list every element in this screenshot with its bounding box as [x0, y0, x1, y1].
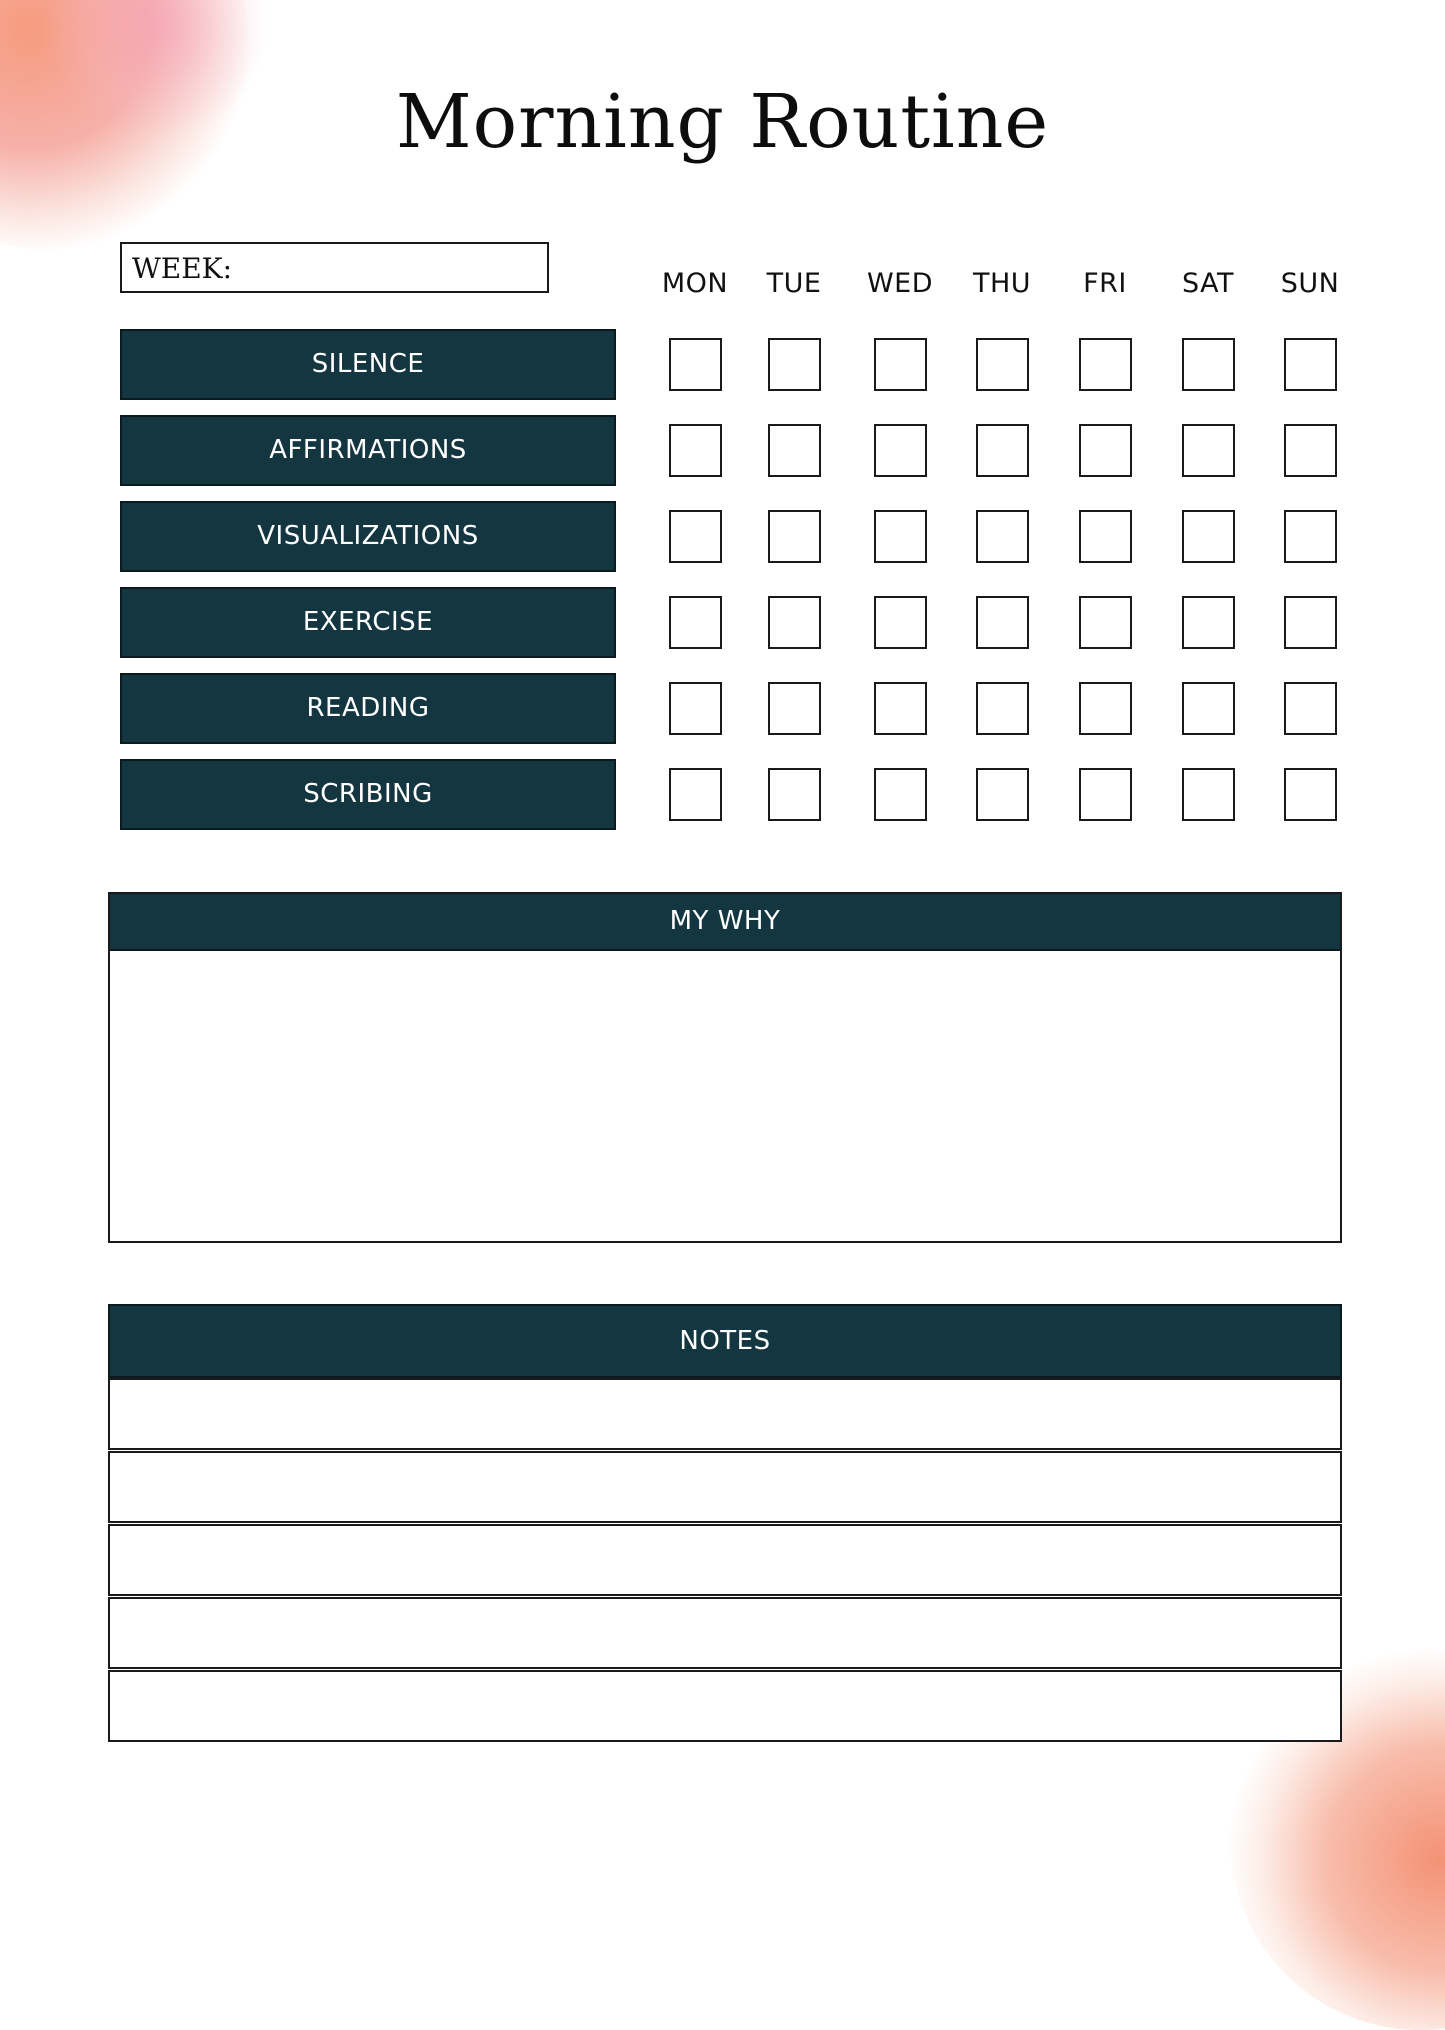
checkbox-reading-tue[interactable]	[768, 682, 821, 735]
task-label-exercise: EXERCISE	[120, 587, 616, 658]
day-header-tue: TUE	[766, 268, 822, 299]
checkbox-silence-fri[interactable]	[1079, 338, 1132, 391]
day-header-mon: MON	[661, 268, 729, 299]
task-label-visualizations: VISUALIZATIONS	[120, 501, 616, 572]
my-why-writing-area[interactable]	[110, 951, 1340, 1241]
day-header-wed: WED	[866, 268, 934, 299]
checkbox-affirmations-wed[interactable]	[874, 424, 927, 477]
checkbox-visualizations-mon[interactable]	[669, 510, 722, 563]
task-label-silence: SILENCE	[120, 329, 616, 400]
checkbox-scribing-wed[interactable]	[874, 768, 927, 821]
checkbox-affirmations-sat[interactable]	[1182, 424, 1235, 477]
checkbox-scribing-sat[interactable]	[1182, 768, 1235, 821]
checkbox-scribing-sun[interactable]	[1284, 768, 1337, 821]
task-label-affirmations: AFFIRMATIONS	[120, 415, 616, 486]
day-header-sun: SUN	[1280, 268, 1340, 299]
checkbox-scribing-mon[interactable]	[669, 768, 722, 821]
checkbox-silence-mon[interactable]	[669, 338, 722, 391]
checkbox-affirmations-sun[interactable]	[1284, 424, 1337, 477]
checkbox-exercise-mon[interactable]	[669, 596, 722, 649]
day-header-sat: SAT	[1181, 268, 1234, 299]
day-header-fri: FRI	[1083, 268, 1127, 299]
checkbox-visualizations-tue[interactable]	[768, 510, 821, 563]
checkbox-exercise-fri[interactable]	[1079, 596, 1132, 649]
week-field[interactable]	[120, 242, 549, 293]
notes-heading: NOTES	[108, 1304, 1342, 1378]
checkbox-visualizations-sat[interactable]	[1182, 510, 1235, 563]
checkbox-affirmations-fri[interactable]	[1079, 424, 1132, 477]
checkbox-scribing-thu[interactable]	[976, 768, 1029, 821]
checkbox-reading-thu[interactable]	[976, 682, 1029, 735]
checkbox-reading-mon[interactable]	[669, 682, 722, 735]
checkbox-exercise-sun[interactable]	[1284, 596, 1337, 649]
page-title: Morning Routine	[395, 79, 1050, 165]
checkbox-reading-wed[interactable]	[874, 682, 927, 735]
note-line[interactable]	[108, 1451, 1342, 1523]
checkbox-affirmations-tue[interactable]	[768, 424, 821, 477]
my-why-heading: MY WHY	[110, 894, 1340, 951]
checkbox-scribing-tue[interactable]	[768, 768, 821, 821]
task-label-scribing: SCRIBING	[120, 759, 616, 830]
checkbox-exercise-sat[interactable]	[1182, 596, 1235, 649]
checkbox-reading-fri[interactable]	[1079, 682, 1132, 735]
note-line[interactable]	[108, 1670, 1342, 1742]
note-line[interactable]	[108, 1524, 1342, 1596]
checkbox-silence-wed[interactable]	[874, 338, 927, 391]
checkbox-reading-sat[interactable]	[1182, 682, 1235, 735]
checkbox-visualizations-wed[interactable]	[874, 510, 927, 563]
my-why-panel	[108, 892, 1342, 1243]
day-header-thu: THU	[972, 268, 1032, 299]
checkbox-visualizations-sun[interactable]	[1284, 510, 1337, 563]
checkbox-silence-tue[interactable]	[768, 338, 821, 391]
checkbox-silence-sun[interactable]	[1284, 338, 1337, 391]
note-line[interactable]	[108, 1378, 1342, 1450]
checkbox-exercise-thu[interactable]	[976, 596, 1029, 649]
checkbox-visualizations-fri[interactable]	[1079, 510, 1132, 563]
checkbox-affirmations-thu[interactable]	[976, 424, 1029, 477]
note-line[interactable]	[108, 1597, 1342, 1669]
checkbox-silence-thu[interactable]	[976, 338, 1029, 391]
checkbox-scribing-fri[interactable]	[1079, 768, 1132, 821]
checkbox-exercise-tue[interactable]	[768, 596, 821, 649]
checkbox-visualizations-thu[interactable]	[976, 510, 1029, 563]
checkbox-exercise-wed[interactable]	[874, 596, 927, 649]
task-label-reading: READING	[120, 673, 616, 744]
checkbox-silence-sat[interactable]	[1182, 338, 1235, 391]
checkbox-affirmations-mon[interactable]	[669, 424, 722, 477]
week-label: WEEK:	[132, 252, 233, 285]
checkbox-reading-sun[interactable]	[1284, 682, 1337, 735]
